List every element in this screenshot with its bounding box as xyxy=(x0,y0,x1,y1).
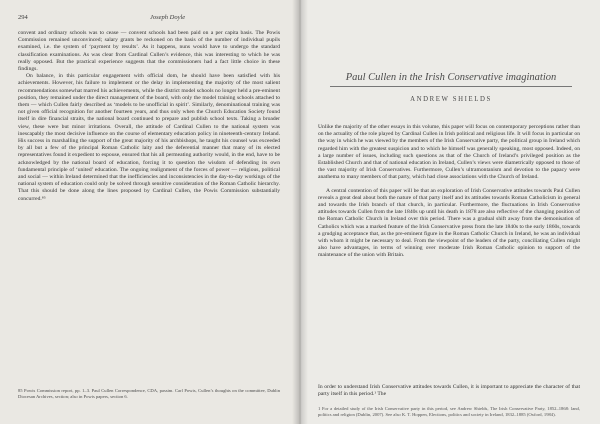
page-number: 294 xyxy=(18,14,28,21)
right-body-text xyxy=(318,124,580,266)
footnote: 1 For a detailed study of the Irish Conservative party in this period, see Andrew Shields, The Irish Conservative Party, 1852–1868: land, politics and religion (Dublin, 2007). See also K. T. Hoppen, Elections, politics and society in Ireland, 1832–1885 (Oxford, 1984). xyxy=(318,406,580,417)
right-lower-text xyxy=(318,384,580,398)
page-gutter xyxy=(292,0,308,424)
footnote: 85 Powis Commission report, pp. 1–3. Paul Cullen Correspondence, CDA, passim. Carl Powis, Cullen’s thoughts on the committee, Dublin Diocesan Archives, section; also in Powis papers, section 6. xyxy=(18,388,280,399)
title-divider xyxy=(330,86,572,87)
article-title: Paul Cullen in the Irish Conservative imagination xyxy=(345,72,557,83)
paragraph: In order to understand Irish Conservative attitudes towards Cullen, it is important to appreciate the character of that party itself in this period.¹ The xyxy=(318,384,580,398)
paragraph: convent and ordinary schools was to cease — convent schools had been paid on a per capita basis. The Powis Commission remained unconvinced; salary grants be reckoned on the basis of the number of individual pupils examined, i.e. the system of ‘payment by results’. As it happens, nuns would have to undergo the standard classification examinations. As was clear from Cardinal Cullen’s evidence, this was interesting to which he was really opposed. But the practical experience suggests that the commissioners had a fact little choice in these findings. xyxy=(18,30,280,73)
left-body-text xyxy=(18,30,280,203)
running-head-author: Joseph Doyle xyxy=(150,14,186,21)
paragraph: Unlike the majority of the other essays in this volume, this paper will focus on contemporary perceptions rather than on the actuality of the role played by Cardinal Cullen in Irish political and religious life. It will focus in particular on the way in which he was viewed by the members of the Irish Conservative party, the political group in Ireland which regarded him with the greatest suspicion and to which he himself was generally speaking, most opposed. Indeed, on a large number of issues, including such questions as that of the Church of Ireland’s privileged position as the Established Church and that of national education in Ireland, Cullen’s views were diametrically opposed to those of the vast majority of Irish Conservatives. Furthermore, Cullen’s ultramontanism and devotion to the papacy were anathema to many members of that party, which had close associations with the Church of Ireland. xyxy=(318,124,580,181)
paragraph: A central contention of this paper will be that an exploration of Irish Conservative attitudes towards Paul Cullen reveals a great deal about both the nature of that party itself and its attitudes towards Roman Catholicism in general and towards the Irish branch of that church, in particular. Furthermore, the fluctuations in Irish Conservative attitudes towards Cullen from the late 1840s up until his death in 1878 are also reflective of the changing position of the Roman Catholic Church in Ireland over this period. There was a gradual shift away from the demonisation of Catholics which was a marked feature of the Irish Conservative press from the late 1840s to the early 1860s, towards a grudging acceptance that, as the pre-eminent figure in the Roman Catholic Church in Ireland, he was an individual with whom it might be necessary to deal. From the viewpoint of the leaders of the party, conciliating Cullen might also have advantages, in terms of winning over moderate Irish Roman Catholic opinion to support of the maintenance of the union with Britain. xyxy=(318,187,580,259)
article-author: ANDREW SHIELDS xyxy=(410,96,492,103)
left-page xyxy=(0,0,298,424)
paragraph: On balance, in this particular engagement with official dom, he should have been satisfied with his achievements. However, his failure to implement or the delay in implementing the majority of the most salient recommendations somewhat marred his achievements, while the district model schools no longer held a pre-eminent position, they remained under the direct management of the board, with only the model training schools attached to them — which Cullen fairly described as ‘models to be unofficial in spirit’. Similarly, denominational training was not given official recognition for another fourteen years, and thus only when the Church Education Society found itself in dire financial straits, the national board continued to prepare and publish school texts. Taking a broader view, these were but minor irritations. Overall, the attitude of Cardinal Cullen to the national system was inescapably the most decisive influence on the course of elementary education policy in nineteenth-century Ireland. His success in marshalling the support of the great majority of his archbishops, he taught his counsel was exceeded by all but a few of the principal Roman Catholic laity and the deferential manner that many of its elected representatives found it expedient to espouse, ensured that his all permeating authority would, in the end, have to be acknowledged by the national board of education, forcing it to question the wisdom of defending its own fundamental principle of ‘united’ education. The ongoing realignment of the forces of power — religious, political and social — within Ireland determined that the inefficiencies and inconsistencies in the day-to-day workings of the national system of education could only be solved through sensitive consideration of the Roman Catholic hierarchy. That this should be done along the lines proposed by Cardinal Cullen, the Powis Commission substantially concurred.⁸⁵ xyxy=(18,73,280,202)
